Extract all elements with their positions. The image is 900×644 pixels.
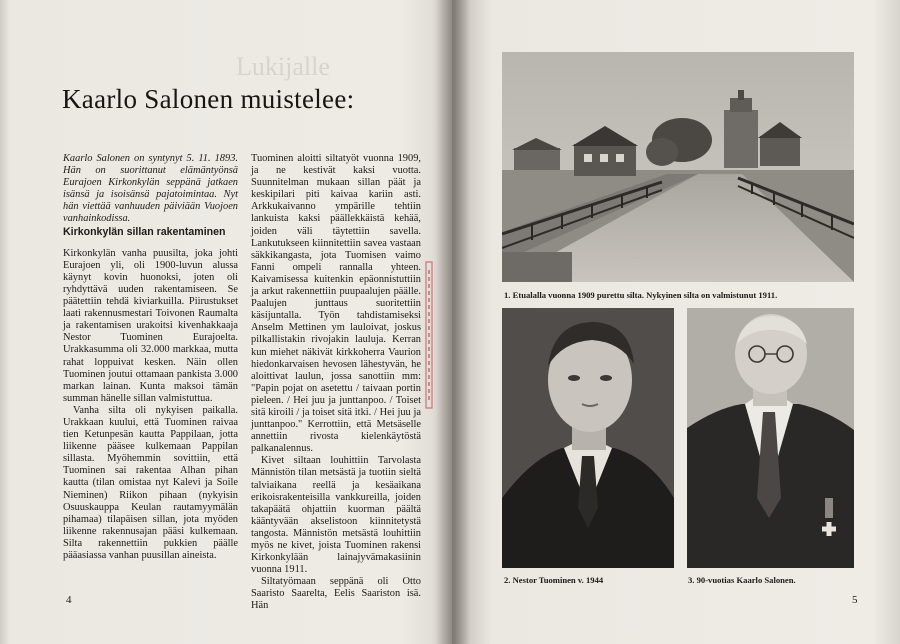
text-column-1: [63, 153, 238, 562]
body-paragraph: Kivet siltaan louhittiin Tarvolasta Männistön tilan metsästä ja tuotiin sieltä talviaikana reellä ja kesäaikana erikoisrakenteisilla vankkureilla, joiden takapäätä ohjattiin kuorman päältä kääntyvään akselistoon kiinnitetystä tangosta. Männistön metsästä louhittiin myös ne kivet, joista Tuominen rakensi Kirkonkylään lainajyvämakasiinin vuonna 1911.: [251, 455, 421, 576]
book-gutter: [436, 0, 470, 644]
portrait-nestor-tuominen: [502, 308, 674, 568]
text-column-2: [251, 153, 421, 613]
right-page: [452, 0, 900, 644]
section-heading: Kirkonkylän sillan rakentaminen: [63, 225, 226, 238]
photo-caption-3: 3. 90-vuotias Kaarlo Salonen.: [688, 575, 796, 585]
body-paragraph: Tuominen aloitti siltatyöt vuonna 1909, ja ne kestivät kaksi vuotta. Suunnitelman mukaan sillan päät ja keskipilari piti kaivaa kariin asti. Arkkukaivanno ympärille tehtiin lankuista kaksi päällekkäistä kehää, joiden väli täytettiin savella. Lankutukseen kiinnitettiin savea vastaan säkkikangasta, jota Tuomisen vaimo Fanni ompeli rannalla yhteen. Kaivamisessa kuitenkin epäonnistuttiin ja arkut rakennettiin puupaalujen päälle. Paalujen junttaus suoritettiin käsijuntalla. Työn tahdistamiseksi Anselm Mettinen ym lauloivat, joskus pilkallistakin rivojakin lauluja. Kerran kun miehet näkivät kirkkoherra Vaurion hiedonkarvaisen hevosen lähestyvän, he aloittivat laulun, jossa sanottiin mm: "Papin pojat on asetettu / taivaan portin pieleen. / Hei juu ja junttanpoo. / Toiset sitä kiroili / ja toiset sitä itki. / Hei juu ja junttanpoo." Kerrottiin, että Metsäselle annettiin rivosta kielenkäytöstä palkanalennus.: [251, 153, 421, 455]
body-paragraph: Siltatyömaan seppänä oli Otto Saaristo Saarelta, Eelis Saariston isä. Hän: [251, 576, 421, 612]
page-number-left: 4: [66, 594, 72, 606]
article-title: Kaarlo Salonen muistelee:: [62, 84, 355, 114]
photo-caption-2: 2. Nestor Tuominen v. 1944: [504, 575, 604, 585]
bridge-photo: [502, 52, 854, 282]
photo-caption-1: 1. Etualalla vuonna 1909 purettu silta. Nykyinen silta on valmistunut 1911.: [504, 290, 778, 300]
page-number-right: 5: [852, 594, 858, 606]
show-through-text: Lukijalle: [236, 52, 330, 81]
body-paragraph: Vanha silta oli nykyisen paikalla. Urakkaan kuului, että Tuominen raivaa tien Ketunpesän kautta Pappilaan, jotta liikenne pääsee kulkemaan Pappilan sillasta. Myöhemmin sovittiin, että Tuominen sai rakentaa Alhan pihan kautta (tilan omistaa nyt Kalevi ja Soile Nieminen) Riikon pihaan (nykyisin Osuuskauppa Keulan rautamyymälän pihamaa) tilapäisen sillan, jota myöden liikenne rakennusajan pääsi kulkemaan. Silta rakennettiin pukkien päälle pääasiassa vanhan puusillan aineista.: [63, 404, 238, 561]
intro-paragraph: Kaarlo Salonen on syntynyt 5. 11. 1893. Hän on suorittanut elämäntyönsä Eurajoen Kirkonkylän seppänä jatkaen isänsä ja isoisänsä pajatoimintaa. Nyt hän viettää vanhuuden päiviään Vuojoen vanhainkodissa.: [63, 153, 238, 225]
body-paragraph: Kirkonkylän vanha puusilta, joka johti Eurajoen yli, oli 1900-luvun alussa käynyt kovin huonoksi, joten oli ryhdyttävä uuden rakentamiseen. Se päätettiin tehdä kiviarkuilla. Piirustukset laati rakennusmestari Toivonen Raumalta ja rakentamisen urakoitsi kivenhakkaaja Nestor Tuominen Eurajoelta. Urakkasumma oli 32.000 markkaa, mutta rahat loppuivat kesken. Näin ollen Tuominen joutui ottamaan pankista 3.000 markan lainan. Kunta maksoi tämän summan hänelle sillan valmistuttua.: [63, 247, 238, 404]
portrait-kaarlo-salonen: [687, 308, 854, 568]
